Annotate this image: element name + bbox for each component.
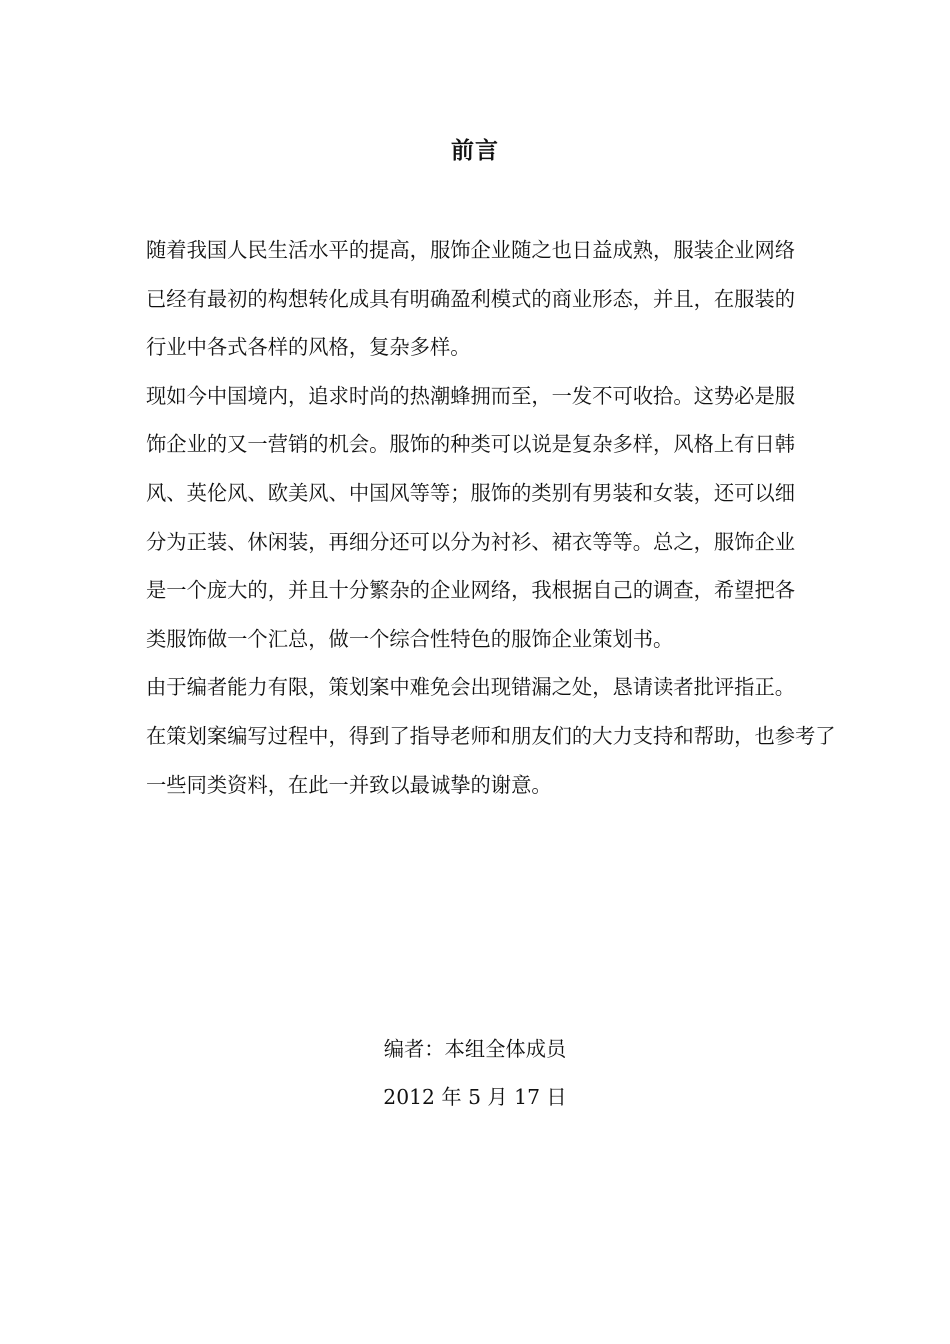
paragraph-2: 现如今中国境内，追求时尚的热潮蜂拥而至，一发不可收拾。这势必是服饰企业的又一营销的机会。服饰的种类可以说是复杂多样，风格上有日韩风、英伦风、欧美风、中国风等等；服饰的类别有男装和女装，还可以细分为正装、休闲装，再细分还可以分为衬衫、裙衣等等。总之，服饰企业是一个庞大的，并且十分繁杂的企业网络，我根据自己的调查，希望把各类服饰做一个汇总，做一个综合性特色的服饰企业策划书。 <box>146 383 796 651</box>
paragraph-4: 在策划案编写过程中，得到了指导老师和朋友们的大力支持和帮助，也参考了一些同类资料，在此一并致以最诚挚的谢意。 <box>146 723 836 797</box>
paragraph-1: 随着我国人民生活水平的提高，服饰企业随之也日益成熟，服装企业网络已经有最初的构想转化成具有明确盈利模式的商业形态，并且，在服装的行业中各式各样的风格，复杂多样。 <box>146 238 796 360</box>
page-title: 前言 <box>451 138 499 164</box>
paragraph-3: 由于编者能力有限，策划案中难免会出现错漏之处，恳请读者批评指正。 <box>146 675 796 700</box>
preface-body <box>146 226 836 809</box>
author-line: 编者：本组全体成员 <box>383 1037 567 1061</box>
date-line: 2012 年 5 月 17 日 <box>383 1085 567 1109</box>
